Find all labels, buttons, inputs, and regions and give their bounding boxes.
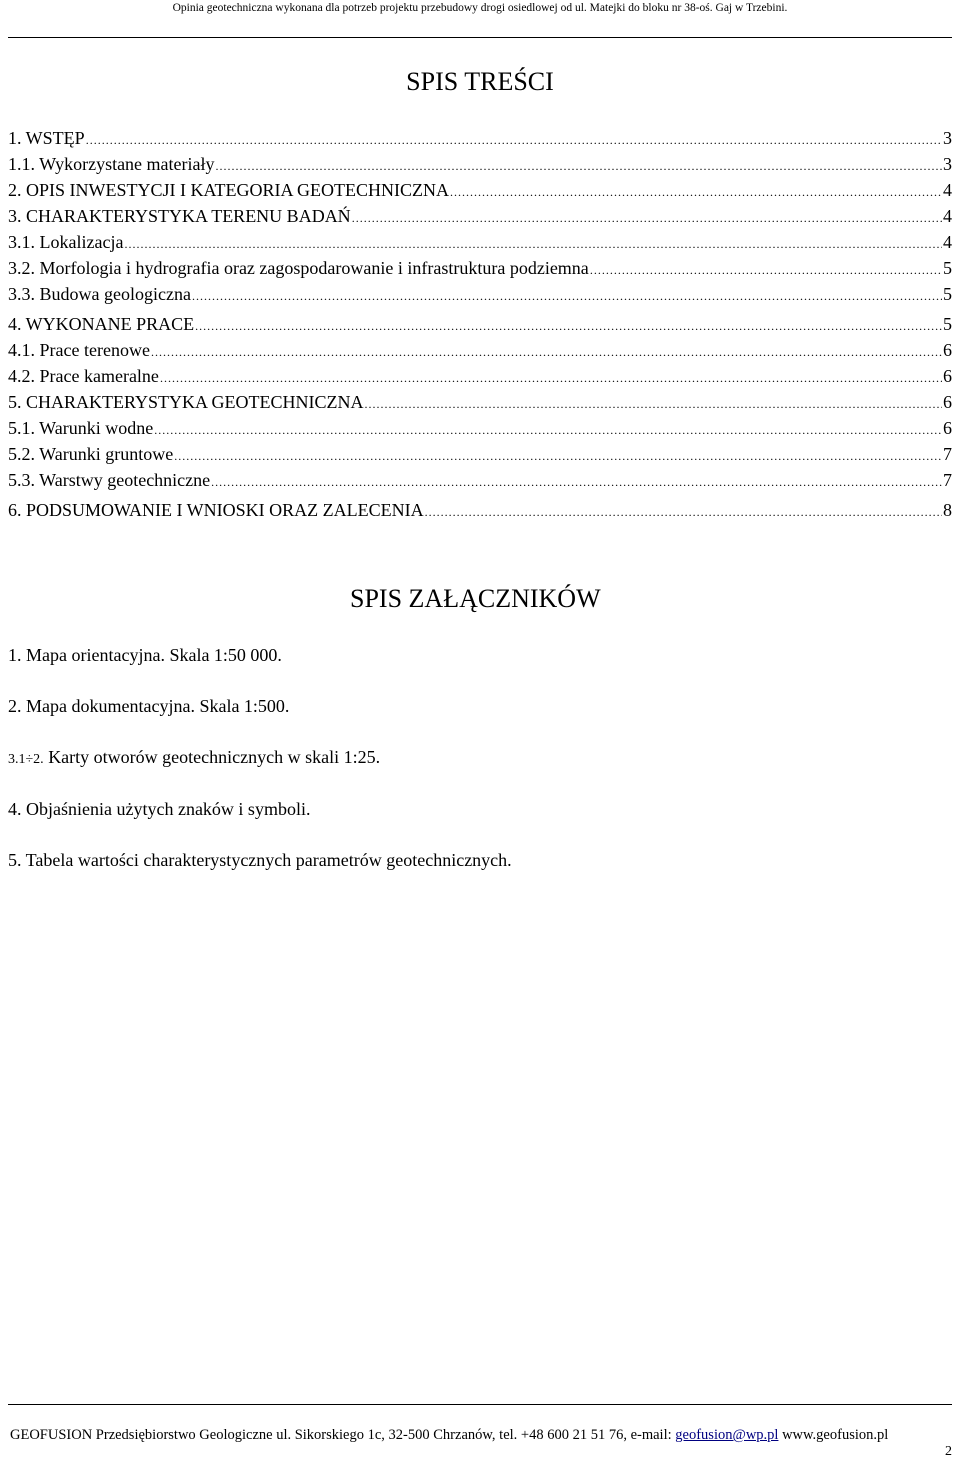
dot-leader xyxy=(211,468,942,494)
attachment-item: 2. Mapa dokumentacyjna. Skala 1:500. xyxy=(8,696,290,716)
footer-company: GEOFUSION Przedsiębiorstwo Geologiczne ul. Sikorskiego 1c, 32-500 Chrzanów, tel. +48 600 21 51 76, e-mail: xyxy=(10,1427,676,1443)
dot-leader xyxy=(86,126,942,152)
attachments-title: SPIS ZAŁĄCZNIKÓW xyxy=(350,584,601,613)
dot-leader xyxy=(352,204,942,230)
toc-title: SPIS TREŚCI xyxy=(406,67,554,96)
toc-entry[interactable]: 4.2. Prace kameralne ..... 6 xyxy=(8,364,952,388)
toc-entry[interactable]: 6. PODSUMOWANIE I WNIOSKI ORAZ ZALECENIA ..... 8 xyxy=(8,498,952,522)
toc-entry[interactable]: 5.3. Warstwy geotechniczne ..... 7 xyxy=(8,468,952,492)
dot-leader xyxy=(160,364,942,390)
toc-entry[interactable]: 1.1. Wykorzystane materiały ..... 3 xyxy=(8,152,952,176)
dot-leader xyxy=(192,282,942,308)
toc-entry[interactable]: 3.3. Budowa geologiczna ..... 5 xyxy=(8,282,952,306)
footer-rule xyxy=(8,1404,952,1405)
dot-leader xyxy=(195,312,942,338)
dot-leader xyxy=(425,498,942,524)
dot-leader xyxy=(151,338,942,364)
dot-leader xyxy=(590,256,942,282)
dot-leader xyxy=(450,178,942,204)
footer-website[interactable]: www.geofusion.pl xyxy=(778,1427,889,1443)
toc-entry[interactable]: 4.1. Prace terenowe ..... 6 xyxy=(8,338,952,362)
toc-entry[interactable]: 5. CHARAKTERYSTYKA GEOTECHNICZNA ..... 6 xyxy=(8,390,952,414)
page-number: 2 xyxy=(945,1444,952,1459)
dot-leader xyxy=(216,152,942,178)
attachment-number: 3.1÷2. xyxy=(8,752,44,767)
footer xyxy=(10,1426,954,1444)
attachment-text: Karty otworów geotechnicznych w skali 1:25. xyxy=(43,747,381,767)
toc-entry[interactable]: 1. WSTĘP ..... 3 xyxy=(8,126,952,150)
toc-entry[interactable]: 4. WYKONANE PRACE ..... 5 xyxy=(8,312,952,336)
dot-leader xyxy=(174,442,942,468)
attachment-item: 1. Mapa orientacyjna. Skala 1:50 000. xyxy=(8,645,282,665)
toc-entry[interactable]: 3. CHARAKTERYSTYKA TERENU BADAŃ ..... 4 xyxy=(8,204,952,228)
attachment-item: 4. Objaśnienia użytych znaków i symboli. xyxy=(8,799,311,819)
toc-entry[interactable]: 5.2. Warunki gruntowe ..... 7 xyxy=(8,442,952,466)
toc-entry[interactable]: 5.1. Warunki wodne ..... 6 xyxy=(8,416,952,440)
attachment-item: 5. Tabela wartości charakterystycznych parametrów geotechnicznych. xyxy=(8,850,512,870)
dot-leader xyxy=(154,416,942,442)
attachment-item xyxy=(8,745,380,772)
dot-leader xyxy=(124,230,942,256)
toc-entry[interactable]: 2. OPIS INWESTYCJI I KATEGORIA GEOTECHNICZNA ..... 4 xyxy=(8,178,952,202)
running-header: Opinia geotechniczna wykonana dla potrzeb projektu przebudowy drogi osiedlowej od ul. Matejki do bloku nr 38-oś. Gaj w Trzebini. xyxy=(172,2,788,14)
header-rule xyxy=(8,37,952,38)
toc-entry[interactable]: 3.1. Lokalizacja ..... 4 xyxy=(8,230,952,254)
dot-leader xyxy=(365,390,943,416)
toc-entry[interactable]: 3.2. Morfologia i hydrografia oraz zagospodarowanie i infrastruktura podziemna ..... 5 xyxy=(8,256,952,280)
footer-email-link[interactable]: geofusion@wp.pl xyxy=(675,1427,779,1443)
